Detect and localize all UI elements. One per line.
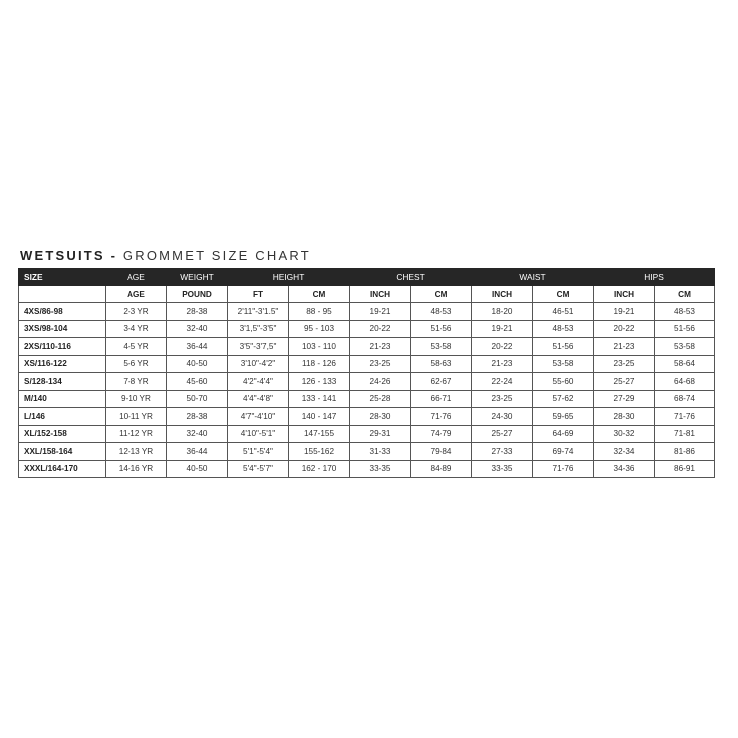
- cell-height-ft: 2'11"-3'1.5": [228, 303, 289, 321]
- cell-age: 11-12 YR: [106, 425, 167, 443]
- cell-height-cm: 140 - 147: [289, 408, 350, 426]
- cell-height-cm: 118 - 126: [289, 355, 350, 373]
- cell-height-cm: 133 - 141: [289, 390, 350, 408]
- cell-age: 10-11 YR: [106, 408, 167, 426]
- cell-chest-inch: 19-21: [350, 303, 411, 321]
- cell-waist-cm: 71-76: [533, 460, 594, 478]
- cell-height-cm: 126 - 133: [289, 373, 350, 391]
- table-row: [19, 338, 715, 356]
- cell-chest-cm: 53-58: [411, 338, 472, 356]
- cell-hips-cm: 68-74: [655, 390, 715, 408]
- cell-size: XL/152-158: [19, 425, 106, 443]
- unit-header-hips-cm: CM: [655, 286, 715, 303]
- cell-chest-inch: 21-23: [350, 338, 411, 356]
- cell-chest-cm: 58-63: [411, 355, 472, 373]
- table-row: [19, 460, 715, 478]
- cell-size: 3XS/98-104: [19, 320, 106, 338]
- table-row: [19, 390, 715, 408]
- cell-weight-pound: 32-40: [167, 425, 228, 443]
- cell-size: 2XS/110-116: [19, 338, 106, 356]
- cell-waist-cm: 59-65: [533, 408, 594, 426]
- cell-height-ft: 3'1,5"-3'5": [228, 320, 289, 338]
- cell-height-cm: 88 - 95: [289, 303, 350, 321]
- cell-height-ft: 3'5"-3'7,5": [228, 338, 289, 356]
- cell-age: 4-5 YR: [106, 338, 167, 356]
- cell-size: M/140: [19, 390, 106, 408]
- header-size: SIZE: [19, 269, 106, 286]
- cell-waist-inch: 23-25: [472, 390, 533, 408]
- cell-weight-pound: 32-40: [167, 320, 228, 338]
- cell-chest-inch: 24-26: [350, 373, 411, 391]
- cell-chest-inch: 28-30: [350, 408, 411, 426]
- title-brand: WETSUITS: [20, 248, 105, 263]
- header-age: AGE: [106, 269, 167, 286]
- cell-hips-cm: 86-91: [655, 460, 715, 478]
- cell-height-cm: 103 - 110: [289, 338, 350, 356]
- table-row: [19, 373, 715, 391]
- unit-header-chest-cm: CM: [411, 286, 472, 303]
- cell-height-ft: 5'1"-5'4": [228, 443, 289, 461]
- cell-weight-pound: 36-44: [167, 338, 228, 356]
- table-row: [19, 355, 715, 373]
- title-subtitle: GROMMET SIZE CHART: [122, 248, 311, 263]
- unit-header-ft: FT: [228, 286, 289, 303]
- cell-hips-inch: 27-29: [594, 390, 655, 408]
- cell-hips-cm: 58-64: [655, 355, 715, 373]
- cell-height-ft: 4'7"-4'10": [228, 408, 289, 426]
- cell-hips-inch: 21-23: [594, 338, 655, 356]
- cell-hips-inch: 34-36: [594, 460, 655, 478]
- cell-age: 12-13 YR: [106, 443, 167, 461]
- cell-waist-inch: 22-24: [472, 373, 533, 391]
- unit-header-chest-inch: INCH: [350, 286, 411, 303]
- cell-hips-cm: 71-76: [655, 408, 715, 426]
- header-waist: WAIST: [472, 269, 594, 286]
- table-row: [19, 303, 715, 321]
- cell-size: XS/116-122: [19, 355, 106, 373]
- cell-height-ft: 4'4"-4'8": [228, 390, 289, 408]
- cell-waist-cm: 69-74: [533, 443, 594, 461]
- cell-size: XXL/158-164: [19, 443, 106, 461]
- cell-hips-cm: 81-86: [655, 443, 715, 461]
- header-height: HEIGHT: [228, 269, 350, 286]
- unit-header-height-cm: CM: [289, 286, 350, 303]
- cell-chest-inch: 23-25: [350, 355, 411, 373]
- cell-height-cm: 95 - 103: [289, 320, 350, 338]
- cell-chest-cm: 71-76: [411, 408, 472, 426]
- cell-waist-cm: 55-60: [533, 373, 594, 391]
- header-hips: HIPS: [594, 269, 715, 286]
- cell-waist-inch: 20-22: [472, 338, 533, 356]
- cell-weight-pound: 28-38: [167, 408, 228, 426]
- cell-weight-pound: 36-44: [167, 443, 228, 461]
- cell-hips-inch: 30-32: [594, 425, 655, 443]
- cell-waist-inch: 27-33: [472, 443, 533, 461]
- unit-header-size: [19, 286, 106, 303]
- cell-chest-inch: 29-31: [350, 425, 411, 443]
- cell-waist-inch: 21-23: [472, 355, 533, 373]
- cell-age: 3-4 YR: [106, 320, 167, 338]
- cell-height-cm: 162 - 170: [289, 460, 350, 478]
- cell-hips-cm: 51-56: [655, 320, 715, 338]
- cell-height-ft: 4'2"-4'4": [228, 373, 289, 391]
- cell-waist-cm: 48-53: [533, 320, 594, 338]
- cell-age: 14-16 YR: [106, 460, 167, 478]
- unit-header-waist-inch: INCH: [472, 286, 533, 303]
- size-chart-table: [18, 268, 715, 478]
- unit-header-hips-inch: INCH: [594, 286, 655, 303]
- cell-chest-cm: 51-56: [411, 320, 472, 338]
- cell-size: 4XS/86-98: [19, 303, 106, 321]
- cell-hips-inch: 32-34: [594, 443, 655, 461]
- cell-height-cm: 155-162: [289, 443, 350, 461]
- cell-height-ft: 5'4"-5'7": [228, 460, 289, 478]
- cell-size: L/146: [19, 408, 106, 426]
- cell-chest-cm: 66-71: [411, 390, 472, 408]
- unit-header-age: AGE: [106, 286, 167, 303]
- cell-waist-cm: 51-56: [533, 338, 594, 356]
- cell-height-ft: 4'10"-5'1": [228, 425, 289, 443]
- cell-waist-inch: 24-30: [472, 408, 533, 426]
- cell-waist-cm: 46-51: [533, 303, 594, 321]
- cell-chest-cm: 74-79: [411, 425, 472, 443]
- cell-weight-pound: 40-50: [167, 355, 228, 373]
- cell-hips-inch: 28-30: [594, 408, 655, 426]
- chart-title: [20, 248, 311, 264]
- table-body: [19, 303, 715, 478]
- cell-hips-cm: 53-58: [655, 338, 715, 356]
- cell-hips-inch: 23-25: [594, 355, 655, 373]
- cell-chest-cm: 84-89: [411, 460, 472, 478]
- cell-weight-pound: 28-38: [167, 303, 228, 321]
- cell-chest-inch: 25-28: [350, 390, 411, 408]
- cell-height-ft: 3'10"-4'2": [228, 355, 289, 373]
- cell-waist-inch: 25-27: [472, 425, 533, 443]
- cell-size: XXXL/164-170: [19, 460, 106, 478]
- cell-hips-cm: 48-53: [655, 303, 715, 321]
- cell-weight-pound: 50-70: [167, 390, 228, 408]
- table-row: [19, 320, 715, 338]
- cell-chest-inch: 20-22: [350, 320, 411, 338]
- cell-chest-cm: 79-84: [411, 443, 472, 461]
- title-separator: -: [110, 248, 118, 263]
- cell-chest-inch: 31-33: [350, 443, 411, 461]
- table-row: [19, 443, 715, 461]
- cell-hips-inch: 25-27: [594, 373, 655, 391]
- cell-age: 9-10 YR: [106, 390, 167, 408]
- cell-age: 2-3 YR: [106, 303, 167, 321]
- cell-waist-inch: 33-35: [472, 460, 533, 478]
- cell-waist-inch: 18-20: [472, 303, 533, 321]
- cell-waist-inch: 19-21: [472, 320, 533, 338]
- cell-age: 7-8 YR: [106, 373, 167, 391]
- cell-chest-cm: 62-67: [411, 373, 472, 391]
- cell-hips-cm: 64-68: [655, 373, 715, 391]
- cell-hips-cm: 71-81: [655, 425, 715, 443]
- cell-chest-cm: 48-53: [411, 303, 472, 321]
- cell-size: S/128-134: [19, 373, 106, 391]
- cell-waist-cm: 57-62: [533, 390, 594, 408]
- cell-hips-inch: 19-21: [594, 303, 655, 321]
- cell-waist-cm: 64-69: [533, 425, 594, 443]
- header-chest: CHEST: [350, 269, 472, 286]
- header-weight: WEIGHT: [167, 269, 228, 286]
- cell-weight-pound: 40-50: [167, 460, 228, 478]
- table-row: [19, 425, 715, 443]
- cell-weight-pound: 45-60: [167, 373, 228, 391]
- table-row: [19, 408, 715, 426]
- cell-waist-cm: 53-58: [533, 355, 594, 373]
- cell-chest-inch: 33-35: [350, 460, 411, 478]
- group-header-row: [19, 269, 715, 286]
- cell-height-cm: 147-155: [289, 425, 350, 443]
- unit-header-row: [19, 286, 715, 303]
- unit-header-waist-cm: CM: [533, 286, 594, 303]
- unit-header-pound: POUND: [167, 286, 228, 303]
- cell-hips-inch: 20-22: [594, 320, 655, 338]
- cell-age: 5-6 YR: [106, 355, 167, 373]
